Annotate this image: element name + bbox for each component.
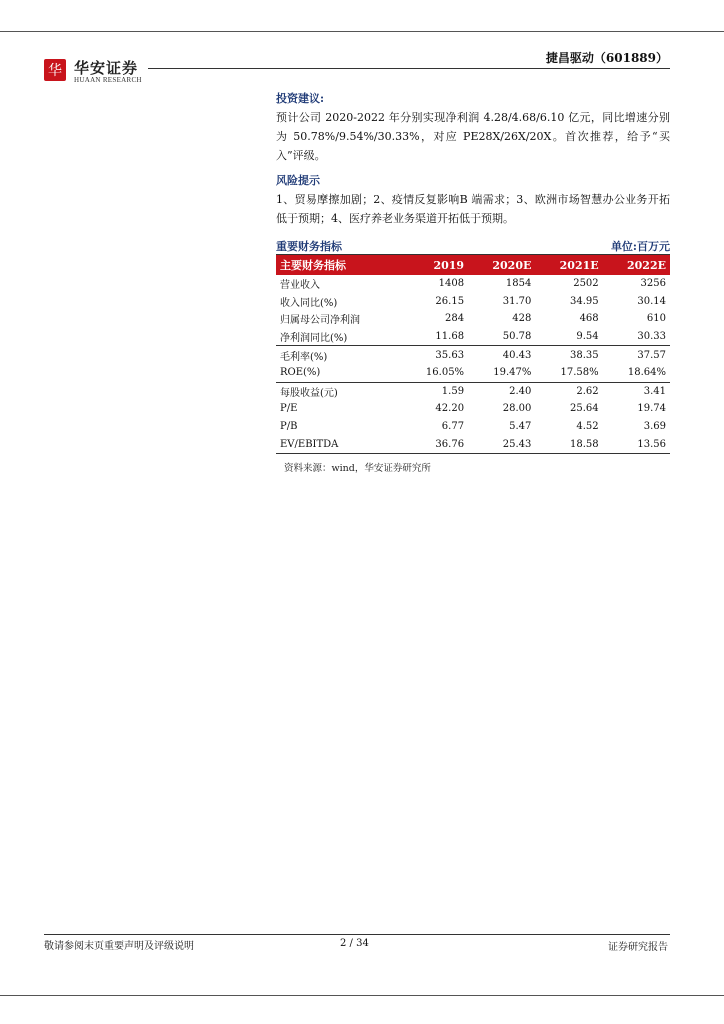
cell: 2502 [573, 278, 599, 290]
cell: 1408 [438, 278, 465, 290]
cell: 35.63 [402, 346, 468, 364]
cell: 468 [579, 313, 599, 325]
cell: 11.68 [435, 331, 465, 343]
cell: 26.15 [435, 295, 465, 307]
report-title: 捷昌驱动（601889） [545, 51, 668, 65]
row-label: 每股收益(元) [276, 382, 402, 400]
table-header-row [276, 255, 670, 275]
table-row [276, 310, 670, 328]
table-row [276, 435, 670, 453]
cell: 2.40 [468, 382, 535, 400]
row-label: 归属母公司净利润 [280, 315, 360, 327]
cell: 1.59 [402, 382, 468, 400]
cell: 50.78 [502, 331, 532, 343]
row-label: 毛利率(%) [276, 346, 402, 364]
cell: 18.64% [627, 367, 666, 379]
row-label: 营业收入 [280, 280, 320, 292]
table-row [276, 328, 670, 346]
cell: 30.33 [637, 331, 666, 343]
header-divider [148, 68, 670, 69]
financial-table [276, 255, 670, 454]
cell: 2.62 [535, 382, 602, 400]
cell: 284 [444, 313, 465, 325]
table-source-note: 资料来源：wind，华安证券研究所 [284, 463, 431, 474]
header-cell: 主要财务指标 [276, 255, 402, 275]
table-row [276, 400, 670, 418]
table-row [276, 293, 670, 311]
investment-advice-text: 预计公司 2020-2022 年分别实现净利润 4.28/4.68/6.10 亿元，同比增速分别为 50.78%/9.54%/30.33%，对应 PE28X/26X/20X。首次推荐，给予“买入”评级。 [276, 111, 670, 162]
cell: 3256 [640, 278, 666, 290]
cell: 19.47% [493, 367, 532, 379]
table-row [276, 364, 670, 382]
cell: 25.43 [468, 435, 535, 453]
table-caption [276, 236, 670, 255]
cell: 13.56 [603, 435, 670, 453]
cell: 5.47 [509, 421, 532, 433]
risk-title: 风险提示 [276, 174, 320, 187]
row-label: EV/EBITDA [276, 435, 402, 453]
cell: 42.20 [435, 403, 465, 415]
top-border [0, 31, 724, 32]
cell: 428 [512, 313, 532, 325]
footer-divider [44, 934, 670, 935]
main-content [276, 90, 670, 228]
cell: 1854 [505, 278, 532, 290]
logo-english-name: HUAAN RESEARCH [74, 76, 142, 84]
risk-text: 1、贸易摩擦加剧；2、疫情反复影响B 端需求；3、欧洲市场智慧办公业务开拓低于预期；4、医疗养老业务渠道开拓低于预期。 [276, 193, 670, 225]
row-label: P/E [280, 403, 298, 415]
row-label: P/B [280, 421, 298, 433]
table-row [276, 275, 670, 293]
cell: 3.41 [603, 382, 670, 400]
table-unit: 单位:百万元 [610, 240, 670, 253]
table-caption-title: 重要财务指标 [276, 240, 342, 253]
footer-disclaimer: 敬请参阅末页重要声明及评级说明 [44, 941, 194, 952]
row-label: 净利润同比(%) [280, 333, 348, 345]
header-cell: 2020E [468, 255, 535, 275]
table-row [276, 418, 670, 436]
company-logo [44, 57, 164, 87]
page-number: 2 / 34 [340, 938, 369, 949]
cell: 6.77 [441, 421, 465, 433]
table-row [276, 382, 670, 400]
footer-report-type: 证券研究报告 [608, 942, 668, 953]
row-label: 收入同比(%) [280, 297, 338, 309]
cell: 610 [646, 313, 666, 325]
cell: 25.64 [570, 403, 599, 415]
cell: 31.70 [502, 295, 532, 307]
header-cell: 2019 [402, 255, 468, 275]
header-cell: 2022E [603, 255, 670, 275]
logo-mark-icon: 华 [44, 59, 66, 81]
cell: 40.43 [468, 346, 535, 364]
cell: 36.76 [402, 435, 468, 453]
cell: 19.74 [637, 403, 666, 415]
row-label: ROE(%) [280, 367, 321, 379]
table-row [276, 346, 670, 364]
cell: 30.14 [637, 295, 666, 307]
cell: 3.69 [643, 421, 666, 433]
header-cell: 2021E [535, 255, 602, 275]
cell: 18.58 [535, 435, 602, 453]
investment-advice-title: 投资建议: [276, 92, 325, 105]
cell: 37.57 [603, 346, 670, 364]
logo-chinese-name: 华安证券 [74, 59, 139, 77]
cell: 38.35 [535, 346, 602, 364]
bottom-border [0, 995, 724, 996]
cell: 9.54 [576, 331, 599, 343]
cell: 4.52 [576, 421, 599, 433]
cell: 34.95 [570, 295, 599, 307]
cell: 28.00 [502, 403, 532, 415]
cell: 16.05% [425, 367, 465, 379]
cell: 17.58% [560, 367, 599, 379]
